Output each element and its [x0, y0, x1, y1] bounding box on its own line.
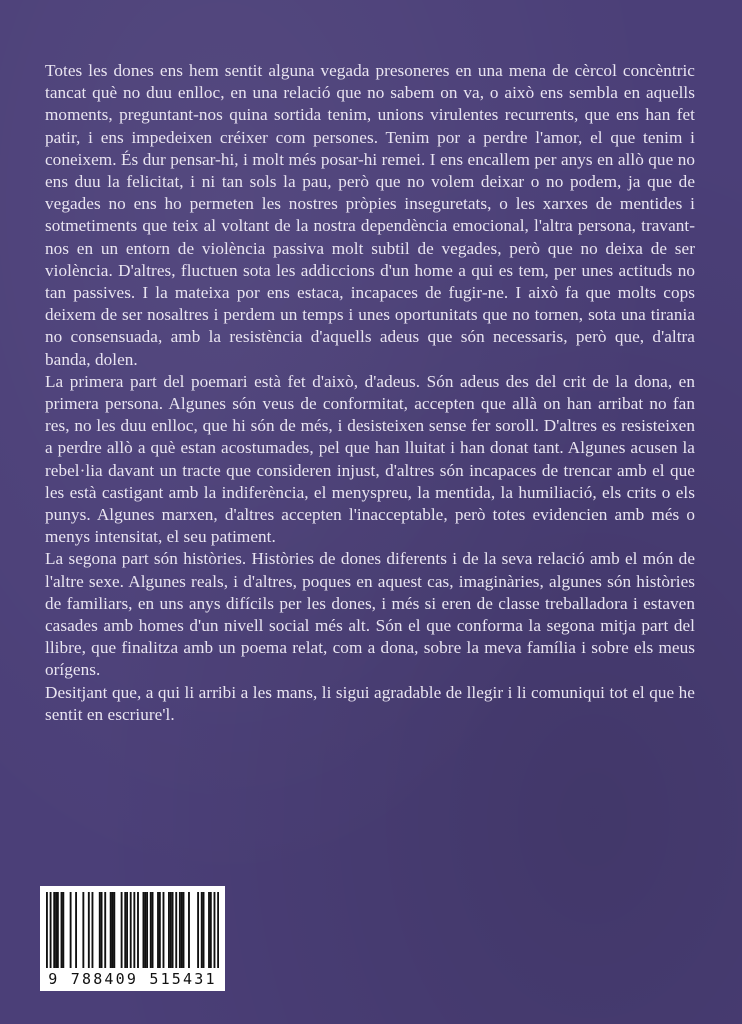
barcode-bar — [70, 892, 72, 968]
barcode-bar — [92, 892, 94, 968]
barcode-bar — [201, 892, 203, 968]
blurb-paragraph-2: La primera part del poemari està fet d'això, d'adeus. Són adeus des del crit de la dona, en primera persona. Algunes són veus de conformitat, accepten que allà on han arribat no fan res, no les duu enlloc, que hi són de més, i desisteixen sense fer soroll. D'altres es resisteixen a perdre allò a què estan acostumades, pel que han lluitat i han donat tant. Algunes acusen la rebel·lia davant un tracte que consideren injust, d'altres són incapaces de trencar amb el que les està castigant amb la indiferència, el menyspreu, la mentida, la humiliació, els crits o els punys. Algunes marxen, d'altres accepten l'inacceptable, però totes evidencien amb més o menys intensitat, el seu patiment. — [45, 371, 695, 547]
barcode-bar — [210, 892, 212, 968]
barcode-bar — [130, 892, 132, 968]
barcode-bars — [46, 892, 219, 968]
barcode-bar — [110, 892, 112, 968]
barcode-bar — [159, 892, 161, 968]
barcode-bar — [126, 892, 128, 968]
barcode-bar — [214, 892, 216, 968]
barcode-bar — [170, 892, 172, 968]
blurb-text — [45, 60, 695, 726]
barcode-bar — [61, 892, 63, 968]
isbn-digits: 9 788409 515431 — [48, 970, 217, 988]
blurb-paragraph-1: Totes les dones ens hem sentit alguna vegada presoneres en una mena de cèrcol concèntric tancat què no duu enlloc, en una relació que no sabem on va, o això ens sembla en aquells moments, preguntant-nos quina sortida tenim, unions virulentes recurrents, que ens han fet patir, i ens impedeixen créixer com persones. Tenim por a perdre l'amor, el que tenim i coneixem. És dur pensar-hi, i molt més posar-hi remei. I ens encallem per anys en allò que no ens duu la felicitat, i ni tan sols la pau, però que no volem deixar o no podem, ja que de vegades no ens ho permeten les nostres pròpies inseguretats, o les xarxes de mentides i sotmetiments que teix al voltant de la nostra dependència emocional, l'altra persona, travant-nos en un entorn de violència passiva molt subtil de vegades, però que no deixa de ser violència. D'altres, fluctuen sota les addiccions d'un home a qui es tem, per unes actituds no tan passives. I la mateixa por ens estaca, incapaces de fugir-ne. I això fa que molts cops deixem de ser nosaltres i perdem un temps i unes oportunitats que no tornen, sota una tirania no consensuada, amb la resistència d'aquells adeus que són necessaris, però que, d'altra banda, dolen. — [45, 61, 695, 369]
barcode-bar — [172, 892, 174, 968]
barcode-bar — [175, 892, 177, 968]
barcode-bar — [152, 892, 154, 968]
barcode-bar — [157, 892, 159, 968]
barcode-bar — [168, 892, 170, 968]
barcode-bar — [121, 892, 123, 968]
barcode-bar — [137, 892, 139, 968]
barcode-bar — [146, 892, 148, 968]
barcode-bar — [181, 892, 183, 968]
barcode-bar — [57, 892, 59, 968]
barcode-bar — [188, 892, 190, 968]
blurb-paragraph-3: La segona part són històries. Històries de dones diferents i de la seva relació amb el món de l'altre sexe. Algunes reals, i d'altres, poques en aquest cas, imaginàries, algunes són històries de familiars, en uns anys difícils per les dones, i més si eren de classe treballadora i estaven casades amb homes d'un nivell social més alt. Són el que conforma la segona mitja part del llibre, que finalitza amb un poema relat, com a dona, sobre la meva família i sobre els meus orígens. — [45, 549, 695, 680]
barcode-bar — [208, 892, 210, 968]
barcode-bar — [133, 892, 135, 968]
barcode-bar — [112, 892, 114, 968]
barcode-bar — [75, 892, 77, 968]
barcode-bar — [179, 892, 181, 968]
barcode-bar — [50, 892, 52, 968]
barcode-bar — [217, 892, 219, 968]
blurb-paragraph-4: Desitjant que, a qui li arribi a les mans, li sigui agradable de llegir i li comuniqui tot el que he sentit en escriure'l. — [45, 682, 695, 724]
barcode-bar — [99, 892, 101, 968]
barcode-bar — [203, 892, 205, 968]
barcode-bar — [183, 892, 185, 968]
barcode-bar — [62, 892, 64, 968]
barcode-bar — [101, 892, 103, 968]
barcode-bar — [113, 892, 115, 968]
barcode-bar — [55, 892, 57, 968]
barcode-bar — [53, 892, 55, 968]
barcode-bar — [163, 892, 165, 968]
barcode-bar — [124, 892, 126, 968]
barcode-bar — [197, 892, 199, 968]
barcode-bar — [46, 892, 48, 968]
barcode-bar — [143, 892, 145, 968]
barcode-bar — [104, 892, 106, 968]
barcode-bar — [150, 892, 152, 968]
barcode-bar — [88, 892, 90, 968]
isbn-barcode — [40, 886, 225, 991]
barcode-bar — [82, 892, 84, 968]
barcode-bar — [144, 892, 146, 968]
